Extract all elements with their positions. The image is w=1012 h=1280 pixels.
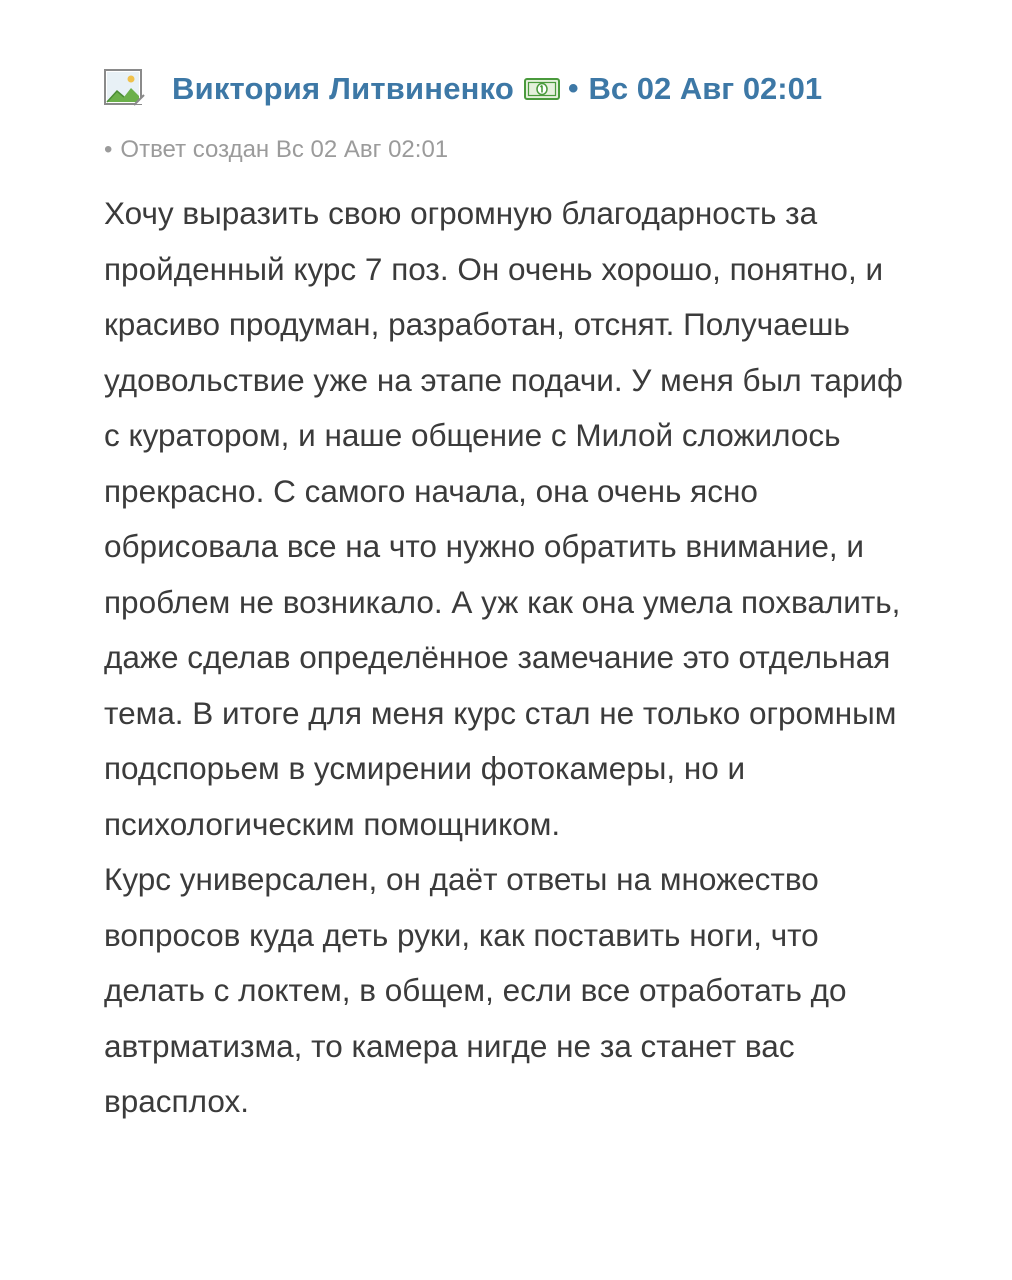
post-date-link[interactable]: Вс 02 Авг 02:01 xyxy=(588,71,823,106)
post-paragraph: Хочу выразить свою огромную благодарность за пройденный курс 7 поз. Он очень хорошо, понятно, и красиво продуман, разработан, отснят. Получаешь удовольствие уже на этапе подачи. У меня был тариф с куратором, и наше общение с Милой сложилось прекрасно. С самого начала, она очень ясно обрисовала все на что нужно обратить внимание, и проблем не возникало. А уж как она умела похвалить, даже сделав определённое замечание это отдельная тема. В итоге для меня курс стал не только огромным подспорьем в усмирении фотокамеры, но и психологическим помощником. xyxy=(104,195,903,842)
broken-image-icon[interactable] xyxy=(104,69,146,109)
post-body xyxy=(104,186,904,1130)
money-bill-icon xyxy=(524,77,560,101)
post-header xyxy=(104,60,924,118)
header-separator: • xyxy=(568,72,579,105)
post-meta xyxy=(104,134,924,166)
review-post xyxy=(104,60,924,1130)
author-name-link[interactable]: Виктория Литвиненко xyxy=(172,71,514,106)
post-paragraph: Курс универсален, он даёт ответы на множество вопросов куда деть руки, как поставить ноги, что делать с локтем, в общем, если все отработать до автрматизма, то камера нигде не за станет вас врасплох. xyxy=(104,861,847,1119)
meta-bullet: • xyxy=(104,136,113,163)
answer-created-text: Ответ создан Вс 02 Авг 02:01 xyxy=(120,136,449,163)
